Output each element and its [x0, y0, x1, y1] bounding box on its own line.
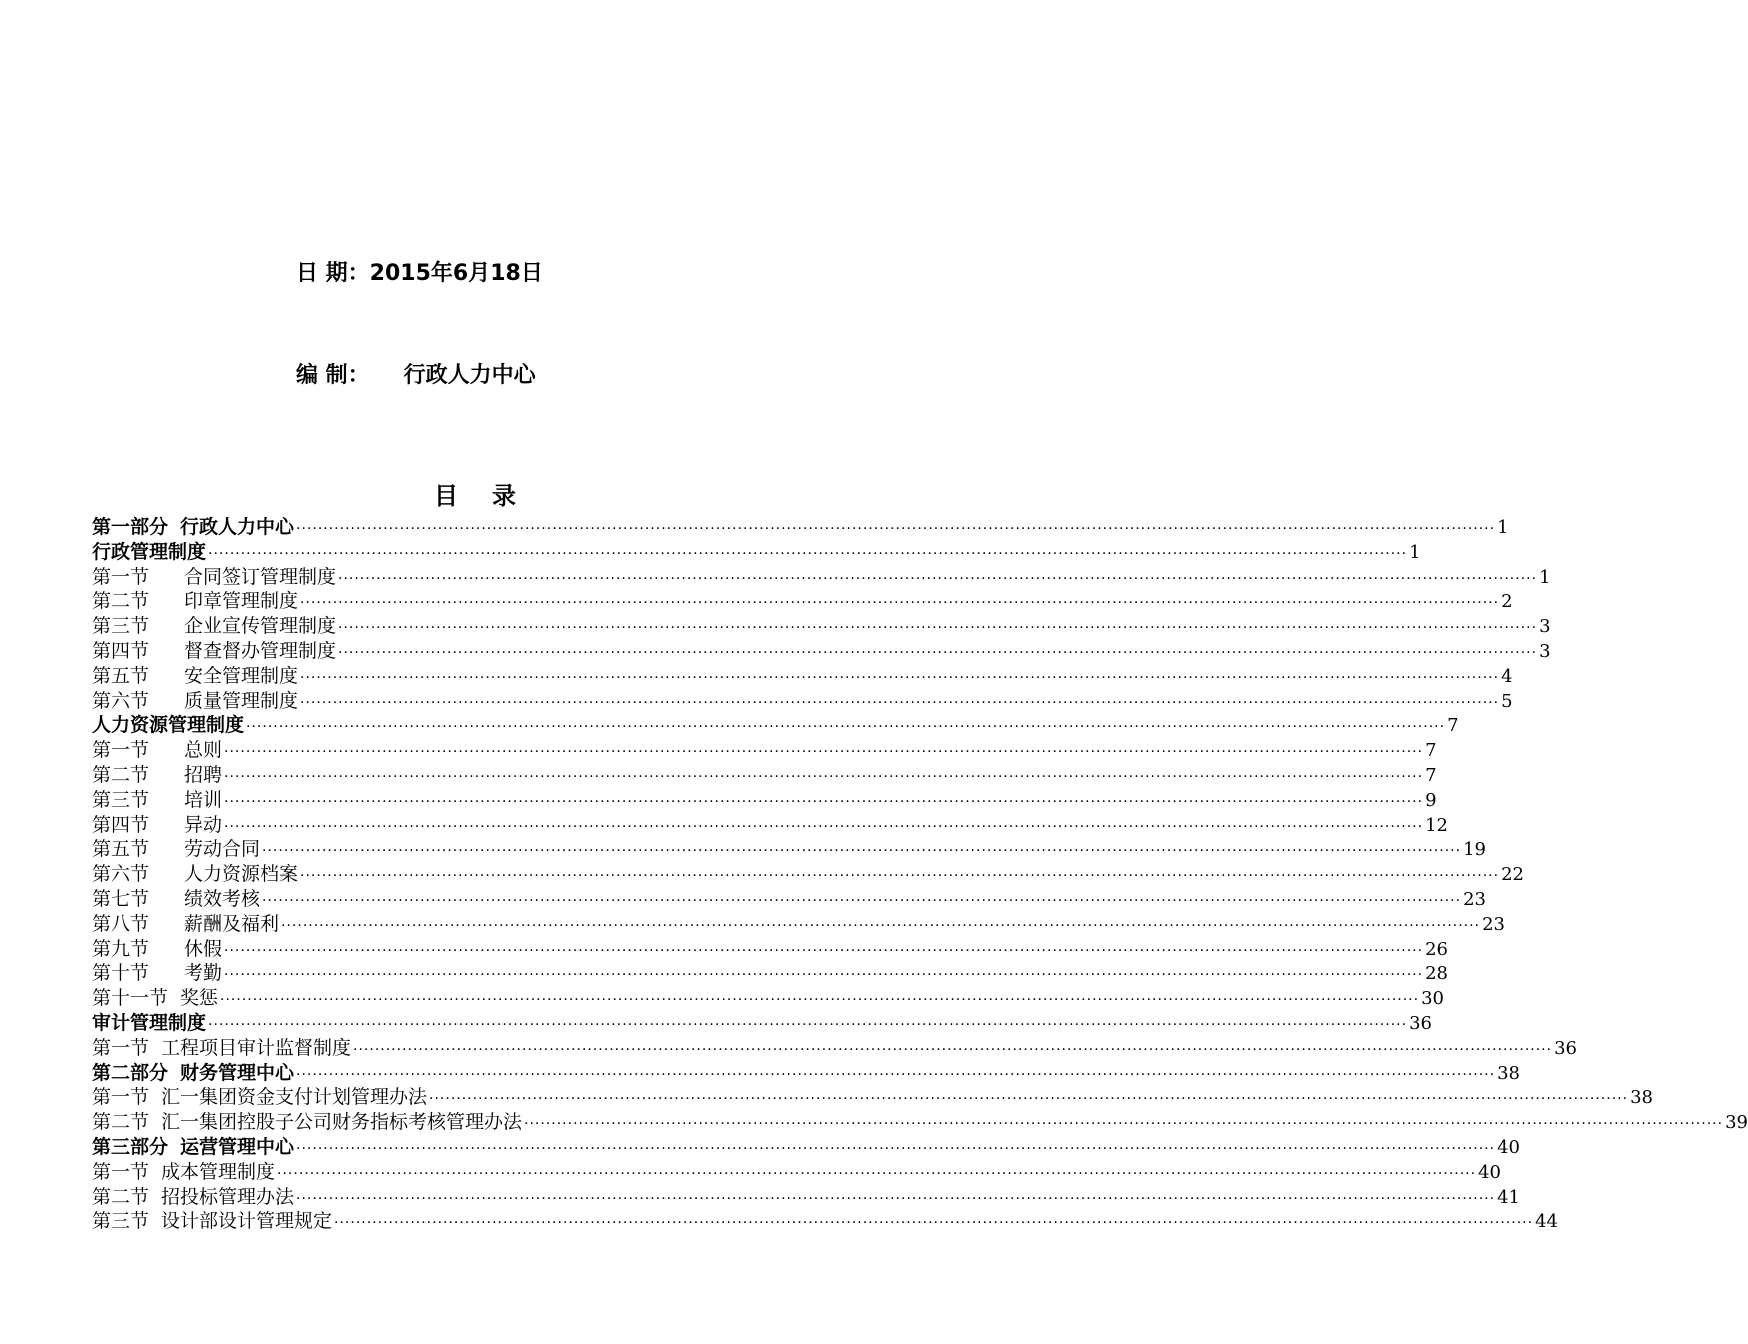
- toc-entry-number: 第一节: [92, 1036, 150, 1059]
- toc-entry-title: 合同签订管理制度: [184, 565, 337, 588]
- toc-entry-page: 39: [1725, 1112, 1748, 1134]
- toc-entry-title: 行政管理制度: [92, 540, 207, 563]
- toc-entry[interactable]: [92, 738, 1437, 763]
- toc-entry-title: 奖惩: [180, 987, 219, 1010]
- toc-dot-leader: ····························································································································································································································: [296, 1140, 1496, 1157]
- toc-dot-leader: ····························································································································································································································: [281, 917, 1481, 934]
- toc-entry[interactable]: [92, 961, 1448, 986]
- toc-entry-label: [92, 986, 218, 1011]
- toc-entry-page: 40: [1478, 1161, 1501, 1183]
- toc-entry-label: [92, 1160, 275, 1185]
- toc-entry-label: [92, 937, 222, 962]
- toc-entry-page: 3: [1539, 616, 1551, 638]
- toc-entry-page: 28: [1425, 963, 1448, 985]
- toc-dot-leader: ····························································································································································································································: [224, 744, 1424, 761]
- toc-entry-title: 劳动合同: [184, 838, 261, 861]
- toc-dot-leader: ····························································································································································································································: [338, 620, 1538, 637]
- toc-entry-label: [92, 664, 298, 689]
- toc-entry-title: 企业宣传管理制度: [184, 615, 337, 638]
- toc-entry-page: 1: [1539, 566, 1551, 588]
- toc-entry[interactable]: [92, 912, 1505, 937]
- toc-entry-number: 第五节: [92, 664, 150, 687]
- toc-entry-page: 7: [1425, 764, 1437, 786]
- toc-entry-label: [92, 788, 222, 813]
- toc-entry[interactable]: [92, 937, 1448, 962]
- toc-entry-title: 工程项目审计监督制度: [161, 1036, 352, 1059]
- toc-entry-number: 第一节: [92, 1086, 150, 1109]
- toc-entry-number: 第二部分: [92, 1061, 169, 1084]
- toc-entry-page: 36: [1409, 1012, 1432, 1034]
- toc-entry-number: 第六节: [92, 863, 150, 886]
- toc-entry-title: 人力资源管理制度: [92, 714, 245, 737]
- toc-entry-number: 第三节: [92, 615, 150, 638]
- toc-entry-number: 第七节: [92, 887, 150, 910]
- toc-entry-title: 印章管理制度: [184, 590, 299, 613]
- toc-dot-leader: ····························································································································································································································: [300, 669, 1500, 686]
- toc-entry-title: 成本管理制度: [161, 1160, 276, 1183]
- table-of-contents: [92, 515, 1748, 1234]
- toc-entry-label: [92, 1110, 522, 1135]
- toc-dot-leader: ····························································································································································································································: [353, 1041, 1553, 1058]
- toc-entry[interactable]: [92, 1011, 1432, 1036]
- toc-entry-number: 第二节: [92, 1185, 150, 1208]
- toc-dot-leader: ····························································································································································································································: [224, 768, 1424, 785]
- toc-dot-leader: ····························································································································································································································: [296, 521, 1496, 537]
- toc-entry-label: [92, 589, 298, 614]
- toc-entry-page: 1: [1497, 517, 1509, 538]
- toc-entry[interactable]: [92, 540, 1421, 565]
- toc-entry[interactable]: [92, 788, 1437, 813]
- toc-entry-number: 第十一节: [92, 987, 169, 1010]
- date-value: 2015年6月18日: [369, 261, 543, 286]
- toc-entry[interactable]: [92, 639, 1551, 664]
- toc-entry[interactable]: [92, 713, 1459, 738]
- toc-entry-title: 质量管理制度: [184, 689, 299, 712]
- toc-entry-number: 第十节: [92, 962, 150, 985]
- toc-entry-label: [92, 515, 294, 540]
- toc-entry-title: 招投标管理办法: [161, 1185, 295, 1208]
- toc-entry[interactable]: [92, 837, 1486, 862]
- toc-entry-page: 7: [1447, 715, 1459, 737]
- toc-entry-label: [92, 961, 222, 986]
- toc-entry[interactable]: [92, 664, 1513, 689]
- toc-entry-page: 26: [1425, 938, 1448, 960]
- toc-entry-page: 22: [1501, 864, 1524, 886]
- toc-entry-label: [92, 1185, 294, 1210]
- toc-entry[interactable]: [92, 515, 1509, 540]
- toc-entry[interactable]: [92, 1110, 1748, 1135]
- toc-entry-title: 薪酬及福利: [184, 912, 280, 935]
- toc-entry-title: 审计管理制度: [92, 1011, 207, 1034]
- toc-entry-page: 23: [1482, 913, 1505, 935]
- toc-entry-label: [92, 813, 222, 838]
- date-line: [296, 256, 543, 287]
- toc-dot-leader: ····························································································································································································································: [208, 1016, 1408, 1033]
- toc-entry-number: 第二节: [92, 1111, 150, 1134]
- toc-entry-number: 第二节: [92, 590, 150, 613]
- toc-entry-title: 绩效考核: [184, 887, 261, 910]
- toc-entry[interactable]: [92, 887, 1486, 912]
- toc-entry[interactable]: [92, 986, 1444, 1011]
- toc-entry-title: 督查督办管理制度: [184, 639, 337, 662]
- toc-entry[interactable]: [92, 862, 1524, 887]
- toc-entry-page: 9: [1425, 789, 1437, 811]
- toc-entry-title: 异动: [184, 813, 223, 836]
- toc-entry-number: 第八节: [92, 912, 150, 935]
- toc-entry-number: 第三节: [92, 788, 150, 811]
- toc-entry-label: [92, 862, 298, 887]
- toc-dot-leader: ····························································································································································································································: [296, 1190, 1496, 1207]
- toc-dot-leader: ····························································································································································································································: [338, 644, 1538, 661]
- toc-entry-title: 汇一集团控股子公司财务指标考核管理办法: [161, 1111, 523, 1134]
- toc-entry-number: 第一节: [92, 1160, 150, 1183]
- toc-dot-leader: ····························································································································································································································: [338, 570, 1538, 587]
- toc-entry[interactable]: [92, 565, 1551, 590]
- toc-entry-number: 第一部分: [92, 516, 169, 538]
- toc-entry-page: 5: [1501, 690, 1513, 712]
- toc-entry-label: [92, 738, 222, 763]
- toc-dot-leader: ····························································································································································································································: [300, 595, 1500, 612]
- toc-entry[interactable]: [92, 1160, 1501, 1185]
- toc-entry-page: 36: [1554, 1037, 1577, 1059]
- toc-entry-label: [92, 1135, 294, 1160]
- toc-entry-number: 第九节: [92, 937, 150, 960]
- toc-entry-label: [92, 540, 206, 565]
- toc-entry-number: 第一节: [92, 739, 150, 762]
- date-label: 日 期：: [296, 261, 370, 286]
- toc-title: 目录: [434, 482, 550, 510]
- toc-entry-number: 第五节: [92, 838, 150, 861]
- toc-entry-label: [92, 689, 298, 714]
- toc-entry-label: [92, 1061, 294, 1086]
- compiler-label: 编 制：: [296, 363, 370, 388]
- toc-entry-label: [92, 763, 222, 788]
- toc-entry[interactable]: [92, 1085, 1653, 1110]
- toc-entry[interactable]: [92, 1061, 1520, 1086]
- toc-entry-label: [92, 1036, 351, 1061]
- toc-entry-page: 38: [1630, 1087, 1653, 1109]
- toc-entry[interactable]: [92, 763, 1437, 788]
- toc-dot-leader: ····························································································································································································································: [300, 868, 1500, 885]
- toc-entry-label: [92, 1209, 332, 1234]
- toc-entry-label: [92, 565, 336, 590]
- toc-entry[interactable]: [92, 1036, 1577, 1061]
- toc-entry[interactable]: [92, 1209, 1558, 1234]
- toc-entry[interactable]: [92, 689, 1513, 714]
- toc-entry-title: 培训: [184, 788, 223, 811]
- toc-dot-leader: ····························································································································································································································: [224, 942, 1424, 959]
- toc-dot-leader: ····························································································································································································································: [224, 967, 1424, 984]
- toc-entry-title: 招聘: [184, 763, 223, 786]
- toc-entry-title: 运营管理中心: [180, 1135, 295, 1158]
- toc-entry-label: [92, 837, 260, 862]
- toc-entry-number: 第二节: [92, 763, 150, 786]
- toc-entry-page: 30: [1421, 988, 1444, 1010]
- toc-entry[interactable]: [92, 813, 1448, 838]
- toc-dot-leader: ····························································································································································································································: [296, 1066, 1496, 1083]
- toc-entry[interactable]: [92, 1135, 1520, 1160]
- compiler-line: [296, 358, 536, 389]
- toc-entry-page: 38: [1497, 1062, 1520, 1084]
- toc-entry[interactable]: [92, 589, 1513, 614]
- toc-entry-label: [92, 639, 336, 664]
- compiler-value: 行政人力中心: [403, 363, 536, 388]
- toc-entry[interactable]: [92, 1185, 1520, 1210]
- toc-entry-label: [92, 1085, 427, 1110]
- toc-entry-title: 设计部设计管理规定: [161, 1210, 333, 1233]
- toc-dot-leader: ····························································································································································································································: [262, 843, 1462, 860]
- toc-entry-number: 第三节: [92, 1210, 150, 1233]
- toc-entry-page: 2: [1501, 591, 1513, 613]
- toc-entry-page: 41: [1497, 1186, 1520, 1208]
- toc-entry-label: [92, 614, 336, 639]
- toc-entry-number: 第四节: [92, 639, 150, 662]
- toc-dot-leader: ····························································································································································································································: [224, 793, 1424, 810]
- toc-entry-label: [92, 887, 260, 912]
- toc-dot-leader: ····························································································································································································································: [262, 892, 1462, 909]
- toc-entry-title: 行政人力中心: [180, 516, 295, 538]
- toc-dot-leader: ····························································································································································································································: [277, 1165, 1477, 1182]
- toc-dot-leader: ····························································································································································································································: [220, 992, 1420, 1009]
- toc-entry-number: 第六节: [92, 689, 150, 712]
- toc-dot-leader: ····························································································································································································································: [429, 1091, 1629, 1108]
- toc-entry-number: 第四节: [92, 813, 150, 836]
- toc-entry-page: 40: [1497, 1136, 1520, 1158]
- toc-dot-leader: ····························································································································································································································: [246, 719, 1446, 736]
- toc-entry-title: 汇一集团资金支付计划管理办法: [161, 1086, 428, 1109]
- toc-entry-title: 安全管理制度: [184, 664, 299, 687]
- toc-entry-page: 12: [1425, 814, 1448, 836]
- toc-entry-label: [92, 1011, 206, 1036]
- toc-dot-leader: ····························································································································································································································: [334, 1215, 1534, 1232]
- toc-entry-title: 财务管理中心: [180, 1061, 295, 1084]
- toc-entry-page: 7: [1425, 740, 1437, 762]
- toc-entry-number: 第三部分: [92, 1135, 169, 1158]
- toc-entry-page: 3: [1539, 640, 1551, 662]
- toc-dot-leader: ····························································································································································································································: [224, 818, 1424, 835]
- toc-entry-page: 19: [1463, 839, 1486, 861]
- toc-entry-label: [92, 713, 244, 738]
- toc-entry-page: 4: [1501, 665, 1513, 687]
- toc-entry-title: 考勤: [184, 962, 223, 985]
- toc-entry-page: 44: [1535, 1211, 1558, 1233]
- toc-entry-title: 总则: [184, 739, 223, 762]
- toc-entry-page: 1: [1409, 541, 1421, 563]
- toc-entry-title: 人力资源档案: [184, 863, 299, 886]
- toc-entry-label: [92, 912, 279, 937]
- toc-dot-leader: ····························································································································································································································: [300, 694, 1500, 711]
- toc-dot-leader: ····························································································································································································································: [524, 1116, 1724, 1133]
- toc-entry-number: 第一节: [92, 565, 150, 588]
- toc-entry-page: 23: [1463, 888, 1486, 910]
- toc-dot-leader: ····························································································································································································································: [208, 545, 1408, 562]
- toc-entry[interactable]: [92, 614, 1551, 639]
- toc-entry-title: 休假: [184, 937, 223, 960]
